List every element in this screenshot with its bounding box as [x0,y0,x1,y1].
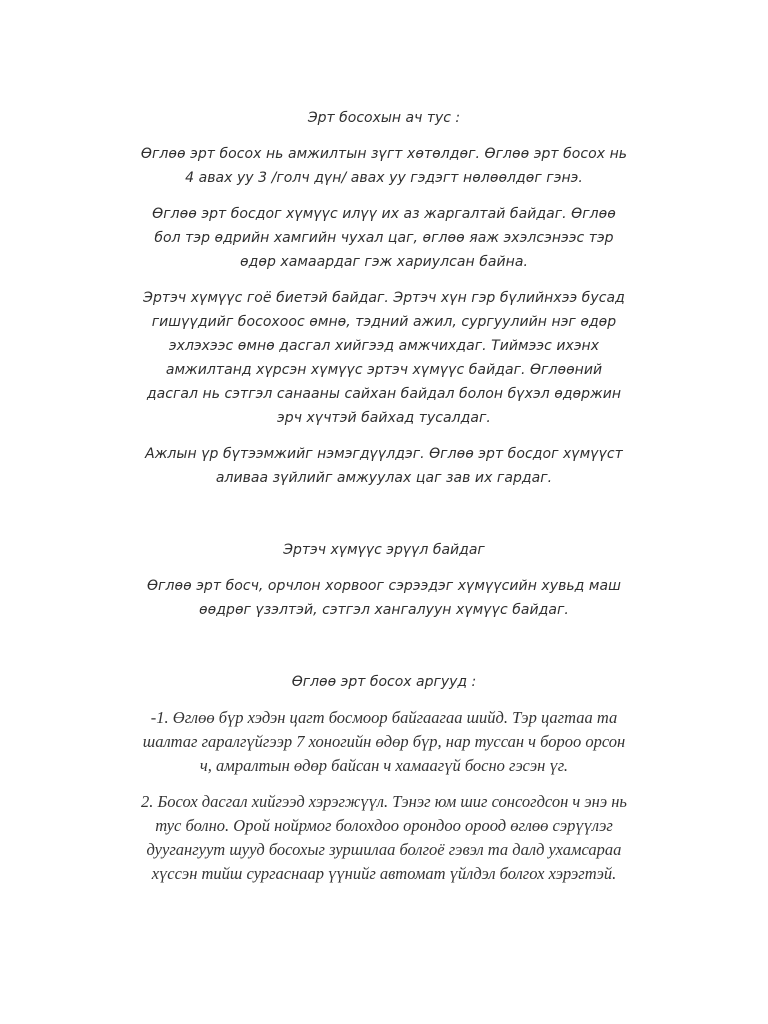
paragraph-success: Өглөө эрт босох нь амжилтын зүгт хөтөлдөг. Өглөө эрт босох нь 4 авах уу 3 /голч дүн/ авах уу гэдэгт нөлөөлдөг гэнэ. [140,146,628,186]
paragraph-optimism: Өглөө эрт босч, орчлон хорвоог сэрээдэг хүмүүсийн хувьд маш өөдрөг үзэлтэй, сэтгэл хангалуун хүмүүс байдаг. [146,578,622,618]
paragraph-happiness: Өглөө эрт босдог хүмүүс илүү их аз жаргалтай байдаг. Өглөө бол тэр өдрийн хамгийн чухал цаг, өглөө яаж эхэлсэнээс тэр өдөр хамаардаг гэж хариулсан байна. [152,206,616,270]
heading-benefits: Эрт босохын ач тус : [307,110,461,126]
heading-healthy: Эртэч хүмүүс эрүүл байдаг [283,542,485,558]
document-body [140,106,628,886]
heading-methods: Өглөө эрт босох аргууд : [291,674,477,690]
paragraph-fitness: Эртэч хүмүүс гоё биетэй байдаг. Эртэч хүн гэр бүлийнхээ бусад гишүүдийг босохоос өмнө, тэдний ажил, сургуулийн нэг өдөр эхлэхээс өмнө дасгал хийгээд амжчихдаг. Тиймээс ихэнх амжилтанд хүрсэн хүмүүс эртэч хүмүүс байдаг. Өглөөний дасгал нь сэтгэл санааны сайхан байдал болон бүхэл өдөржин эрч хүчтэй байхад тусалдаг. [143,290,625,426]
list-item-practice-waking: 2. Босох дасгал хийгээд хэрэгжүүл. Тэнэг юм шиг сонсогдсон ч энэ нь тус болно. Орой нойрмог болохдоо орондоо ороод өглөө сэрүүлэг дуугангуут шууд босохыг зуршилаа болгоё гэвэл та далд ухамсараа хүссэн тийш сургаснаар үүнийг автомат үйлдэл болгох хэрэгтэй. [141,792,627,883]
list-item-decide-time: -1. Өглөө бүр хэдэн цагт босмоор байгаагаа шийд. Тэр цагтаа та шалтаг гаралгүйгээр 7 хоногийн өдөр бүр, нар туссан ч бороо орсон ч, амралтын өдөр байсан ч хамаагүй босно гэсэн үг. [142,708,626,775]
paragraph-productivity: Ажлын үр бүтээмжийг нэмэгдүүлдэг. Өглөө эрт босдог хүмүүст аливаа зүйлийг амжуулах цаг зав их гардаг. [145,446,623,486]
